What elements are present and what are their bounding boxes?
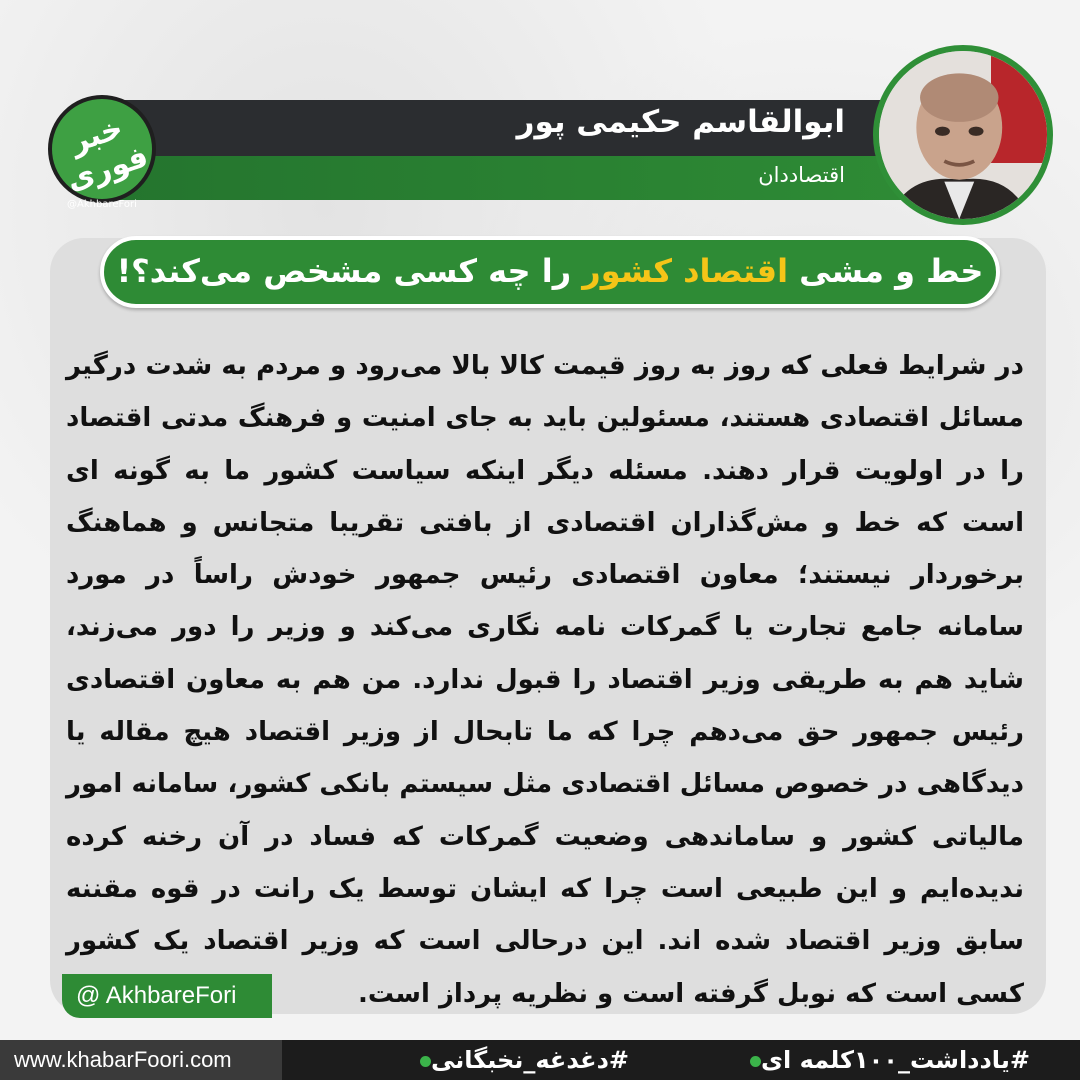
website-link[interactable]: www.khabarFoori.com bbox=[0, 1040, 282, 1080]
brand-logo bbox=[48, 95, 156, 210]
author-avatar bbox=[873, 45, 1053, 225]
hashtag-elite-text: #دغدغه_نخبگانی bbox=[431, 1046, 629, 1074]
hashtag-note-text: #یادداشت_۱۰۰کلمه ای bbox=[761, 1046, 1030, 1074]
social-handle: @ AkhbareFori bbox=[62, 974, 272, 1018]
portrait-icon bbox=[879, 51, 1047, 219]
article-body: در شرایط فعلی که روز به روز قیمت کالا بالا می‌رود و مردم به شدت درگیر مسائل اقتصادی هستند، مسئولین باید به جای امنیت و فرهنگ مدتی اقتصاد را در اولویت قرار دهند. مسئله دیگر اینکه سیاست کشور ما به گونه ای است که خط و مش‌گذاران اقتصادی از بافتی تقریبا متجانس و هماهنگ برخوردار نیستند؛ معاون اقتصادی رئیس جمهور خودش راساً در مورد سامانه جامع تجارت یا گمرکات نامه نگاری می‌کند و وزیر را دور می‌زند، شاید هم به طریقی وزیر اقتصاد را قبول ندارد. من هم به معاون اقتصادی رئیس جمهور حق می‌دهم چرا که ما تابحال از وزیر اقتصاد هیچ مقاله یا دیدگاهی در خصوص مسائل اقتصادی مثل سیستم بانکی کشور، سامانه امور مالیاتی کشور و ساماندهی وضعیت گمرکات که فساد در آن رخنه کرده ندیده‌ایم و این طبیعی است چرا که ایشان توسط یک رانت در قوه مقننه سابق وزیر اقتصاد شده اند. این درحالی است که وزیر اقتصاد یک کشور کسی است که نوبل گرفته است و نظریه پرداز است. bbox=[66, 351, 1024, 1009]
headline-before: خط و مشی bbox=[788, 252, 984, 290]
headline-after: را چه کسی مشخص می‌کند؟! bbox=[116, 252, 583, 290]
bullet-icon bbox=[750, 1056, 761, 1067]
bullet-icon bbox=[420, 1056, 431, 1067]
hashtag-note[interactable] bbox=[740, 1044, 1030, 1076]
author-role: اقتصاددان bbox=[758, 163, 845, 187]
author-name: ابوالقاسم حکیمی پور bbox=[516, 104, 845, 140]
hashtag-elite[interactable] bbox=[410, 1044, 629, 1076]
headline-highlight: اقتصاد کشور bbox=[582, 252, 789, 290]
logo-handle: @AkhbareFori bbox=[67, 199, 137, 210]
logo-text: خبر فوری bbox=[62, 110, 153, 199]
headline bbox=[100, 236, 1000, 308]
